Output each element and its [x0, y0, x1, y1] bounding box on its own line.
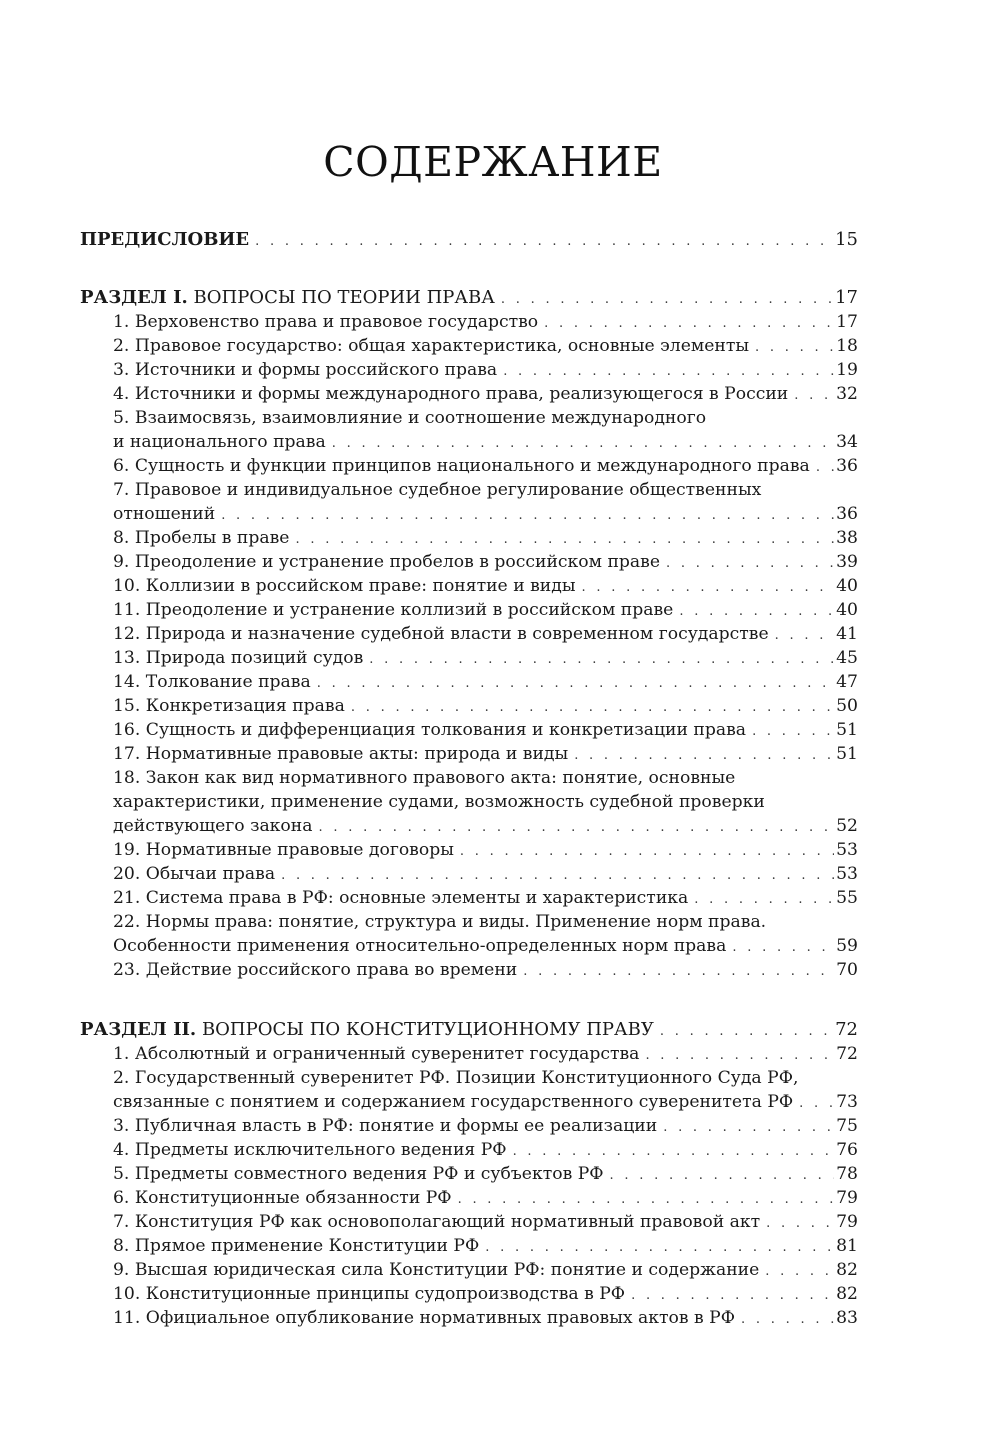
toc-entry-text: 2. Правовое государство: общая характеристика, основные элементы — [113, 336, 750, 356]
toc-leader-dots — [523, 960, 834, 982]
toc-leader-dots — [501, 288, 833, 310]
toc-leader-dots — [732, 936, 834, 958]
toc-entry-text: 8. Прямое применение Конституции РФ — [113, 1236, 480, 1256]
toc-entry[interactable] — [80, 742, 858, 766]
toc-entry[interactable] — [80, 670, 858, 694]
toc-entry-text: 5. Взаимосвязь, взаимовлияние и соотношение международного — [113, 408, 707, 428]
toc-entry-text: 6. Сущность и функции принципов национального и международного права — [113, 456, 810, 476]
toc-entry-text: 11. Преодоление и устранение коллизий в российском праве — [113, 600, 674, 620]
toc-page-number: 41 — [836, 624, 858, 644]
toc-leader-dots — [765, 1260, 834, 1282]
toc-leader-dots — [752, 720, 834, 742]
toc-page-number: 79 — [836, 1212, 858, 1232]
toc-entry-text: 1. Верховенство права и правовое государство — [113, 312, 539, 332]
toc-page-number: 17 — [836, 312, 858, 332]
toc-page-number: 51 — [836, 720, 858, 740]
toc-entry-text: отношений — [113, 504, 216, 524]
toc-leader-dots — [694, 888, 834, 910]
toc-leader-dots — [660, 1020, 833, 1042]
toc-entry[interactable] — [80, 1042, 858, 1066]
toc-entry[interactable] — [80, 454, 858, 478]
toc-section-prefix: РАЗДЕЛ I. — [80, 287, 188, 308]
toc-entry-text: 21. Система права в РФ: основные элементы и характеристика — [113, 888, 689, 908]
toc-entry-text: 10. Конституционные принципы судопроизводства в РФ — [113, 1284, 626, 1304]
toc-entry[interactable] — [80, 382, 858, 406]
toc-page-number: 73 — [836, 1092, 858, 1112]
toc-page-number: 82 — [836, 1260, 858, 1280]
toc-leader-dots — [799, 1092, 834, 1114]
toc-section-1-heading[interactable] — [80, 286, 858, 310]
toc-entry-text: 8. Пробелы в праве — [113, 528, 290, 548]
toc-entry-continuation[interactable] — [80, 766, 858, 790]
toc-leader-dots — [679, 600, 834, 622]
toc-page-number: 50 — [836, 696, 858, 716]
toc-entry[interactable] — [80, 718, 858, 742]
toc-entry-text: действующего закона — [113, 816, 313, 836]
toc-leader-dots — [281, 864, 834, 886]
toc-entry-text: связанные с понятием и содержанием государственного суверенитета РФ — [113, 1092, 794, 1112]
toc-entry[interactable] — [80, 814, 858, 838]
toc-leader-dots — [351, 696, 834, 718]
toc-preface-label: ПРЕДИСЛОВИЕ — [80, 229, 250, 250]
toc-page-number: 72 — [836, 1044, 858, 1064]
toc-leader-dots — [318, 816, 834, 838]
toc-entry[interactable] — [80, 1210, 858, 1234]
toc-entry[interactable] — [80, 550, 858, 574]
toc-leader-dots — [574, 744, 834, 766]
toc-leader-dots — [332, 432, 834, 454]
toc-page-number: 83 — [836, 1308, 858, 1328]
page-title: СОДЕРЖАНИЕ — [323, 138, 663, 186]
toc-leader-dots — [513, 1140, 834, 1162]
toc-section-label: ВОПРОСЫ ПО ТЕОРИИ ПРАВА — [193, 287, 495, 308]
toc-section-prefix: РАЗДЕЛ II. — [80, 1019, 197, 1040]
toc-entry[interactable] — [80, 622, 858, 646]
toc-entry[interactable] — [80, 838, 858, 862]
toc-entry-text: 7. Конституция РФ как основополагающий нормативный правовой акт — [113, 1212, 761, 1232]
toc-entry-text: 13. Природа позиций судов — [113, 648, 364, 668]
toc-entry[interactable] — [80, 1186, 858, 1210]
toc-page-number: 15 — [835, 229, 858, 250]
toc-entry-text: характеристики, применение судами, возможность судебной проверки — [113, 792, 765, 812]
spacer — [80, 252, 858, 286]
toc-page-number: 34 — [836, 432, 858, 452]
toc-page-number: 70 — [836, 960, 858, 980]
toc-entry-text: 19. Нормативные правовые договоры — [113, 840, 454, 860]
toc-entry[interactable] — [80, 526, 858, 550]
toc-page-number: 52 — [836, 816, 858, 836]
toc-page-number: 75 — [836, 1116, 858, 1136]
toc-leader-dots — [255, 230, 833, 252]
toc-leader-dots — [766, 1212, 834, 1234]
toc-entry[interactable] — [80, 598, 858, 622]
toc-page-number: 55 — [836, 888, 858, 908]
toc-entry-continuation[interactable] — [80, 1066, 858, 1090]
toc-section-2-items — [80, 1042, 858, 1330]
toc-entry-text: 23. Действие российского права во времени — [113, 960, 518, 980]
toc-entry[interactable] — [80, 1090, 858, 1114]
toc-entry[interactable] — [80, 1258, 858, 1282]
toc-entry-text: и национального права — [113, 432, 326, 452]
toc-entry-text: 2. Государственный суверенитет РФ. Позиции Конституционного Суда РФ, — [113, 1068, 799, 1088]
toc-entry-text: 9. Высшая юридическая сила Конституции РФ: понятие и содержание — [113, 1260, 760, 1280]
toc-page-number: 45 — [836, 648, 858, 668]
toc-entry-text: 10. Коллизии в российском праве: понятие и виды — [113, 576, 576, 596]
toc-entry[interactable] — [80, 934, 858, 958]
toc-section-title — [80, 1018, 654, 1042]
toc-entry-text: 7. Правовое и индивидуальное судебное регулирование общественных — [113, 480, 762, 500]
toc-entry-text: 11. Официальное опубликование нормативных правовых актов в РФ — [113, 1308, 736, 1328]
toc-entry-text: 5. Предметы совместного ведения РФ и субъектов РФ — [113, 1164, 604, 1184]
toc-preface[interactable] — [80, 228, 858, 252]
toc-leader-dots — [544, 312, 834, 334]
toc-page-number: 81 — [836, 1236, 858, 1256]
toc-entry-text: 14. Толкование права — [113, 672, 311, 692]
toc-entry-text: 4. Источники и формы международного права, реализующегося в России — [113, 384, 789, 404]
toc-entry-continuation[interactable] — [80, 406, 858, 430]
toc-entry-text: 22. Нормы права: понятие, структура и виды. Применение норм права. — [113, 912, 767, 932]
toc-leader-dots — [741, 1308, 834, 1330]
toc-page-number: 72 — [835, 1019, 858, 1040]
toc-page-number: 53 — [836, 840, 858, 860]
toc-entry-text: 18. Закон как вид нормативного правового акта: понятие, основные — [113, 768, 736, 788]
toc-page-number: 18 — [836, 336, 858, 356]
spacer — [80, 982, 858, 1018]
toc-entry-text: 1. Абсолютный и ограниченный суверенитет государства — [113, 1044, 640, 1064]
toc-entry-text: 6. Конституционные обязанности РФ — [113, 1188, 452, 1208]
toc-leader-dots — [663, 1116, 834, 1138]
toc-entry[interactable] — [80, 1234, 858, 1258]
toc-leader-dots — [610, 1164, 834, 1186]
toc-page-number: 36 — [836, 504, 858, 524]
toc-entry-text: 3. Публичная власть в РФ: понятие и формы ее реализации — [113, 1116, 658, 1136]
toc-leader-dots — [458, 1188, 834, 1210]
toc-leader-dots — [503, 360, 834, 382]
toc-page-number: 78 — [836, 1164, 858, 1184]
toc-leader-dots — [295, 528, 834, 550]
toc-page-number: 59 — [836, 936, 858, 956]
toc-entry-text: 12. Природа и назначение судебной власти в современном государстве — [113, 624, 769, 644]
toc-leader-dots — [460, 840, 834, 862]
toc-leader-dots — [775, 624, 834, 646]
toc-leader-dots — [369, 648, 834, 670]
toc-page-number: 82 — [836, 1284, 858, 1304]
toc-entry-text: 15. Конкретизация права — [113, 696, 345, 716]
toc-entry[interactable] — [80, 1162, 858, 1186]
toc-entry-text: 9. Преодоление и устранение пробелов в российском праве — [113, 552, 661, 572]
toc-entry[interactable] — [80, 334, 858, 358]
toc-page-number: 36 — [836, 456, 858, 476]
toc-page-number: 40 — [836, 576, 858, 596]
toc-section-label: ВОПРОСЫ ПО КОНСТИТУЦИОННОМУ ПРАВУ — [201, 1019, 654, 1040]
toc-leader-dots — [631, 1284, 834, 1306]
toc-entry[interactable] — [80, 430, 858, 454]
toc-page-number: 76 — [836, 1140, 858, 1160]
toc-entry-text: 17. Нормативные правовые акты: природа и виды — [113, 744, 569, 764]
toc-entry-text: 3. Источники и формы российского права — [113, 360, 498, 380]
toc-leader-dots — [485, 1236, 834, 1258]
toc-page-number: 47 — [836, 672, 858, 692]
toc-entry[interactable] — [80, 1114, 858, 1138]
toc-leader-dots — [645, 1044, 834, 1066]
toc-entry-continuation[interactable] — [80, 910, 858, 934]
toc-entry-text: 20. Обычаи права — [113, 864, 276, 884]
toc-entry[interactable] — [80, 1138, 858, 1162]
toc-leader-dots — [582, 576, 834, 598]
toc-entry-text: 4. Предметы исключительного ведения РФ — [113, 1140, 507, 1160]
toc-entry[interactable] — [80, 358, 858, 382]
toc-page-number: 32 — [836, 384, 858, 404]
toc-leader-dots — [816, 456, 834, 478]
toc-entry-text: Особенности применения относительно-определенных норм права — [113, 936, 727, 956]
toc-page-number: 53 — [836, 864, 858, 884]
toc-entry[interactable] — [80, 886, 858, 910]
toc-leader-dots — [794, 384, 834, 406]
toc-entry[interactable] — [80, 310, 858, 334]
toc-entry[interactable] — [80, 646, 858, 670]
toc-entry[interactable] — [80, 958, 858, 982]
toc-entry[interactable] — [80, 694, 858, 718]
toc-section-1-items — [80, 310, 858, 982]
toc-page-number: 19 — [836, 360, 858, 380]
toc-leader-dots — [755, 336, 834, 358]
toc-page-number: 38 — [836, 528, 858, 548]
toc-leader-dots — [317, 672, 834, 694]
table-of-contents — [80, 228, 858, 1330]
toc-section-2-heading[interactable] — [80, 1018, 858, 1042]
toc-page-number: 17 — [835, 287, 858, 308]
toc-page-number: 51 — [836, 744, 858, 764]
toc-leader-dots — [221, 504, 834, 526]
toc-entry-continuation[interactable] — [80, 790, 858, 814]
toc-leader-dots — [666, 552, 834, 574]
toc-page-number: 40 — [836, 600, 858, 620]
toc-entry[interactable] — [80, 1282, 858, 1306]
toc-entry[interactable] — [80, 862, 858, 886]
toc-page-number: 79 — [836, 1188, 858, 1208]
toc-entry-text: 16. Сущность и дифференциация толкования и конкретизации права — [113, 720, 747, 740]
toc-entry-continuation[interactable] — [80, 478, 858, 502]
toc-entry[interactable] — [80, 502, 858, 526]
toc-entry[interactable] — [80, 1306, 858, 1330]
toc-entry[interactable] — [80, 574, 858, 598]
toc-page-number: 39 — [836, 552, 858, 572]
toc-section-title — [80, 286, 495, 310]
